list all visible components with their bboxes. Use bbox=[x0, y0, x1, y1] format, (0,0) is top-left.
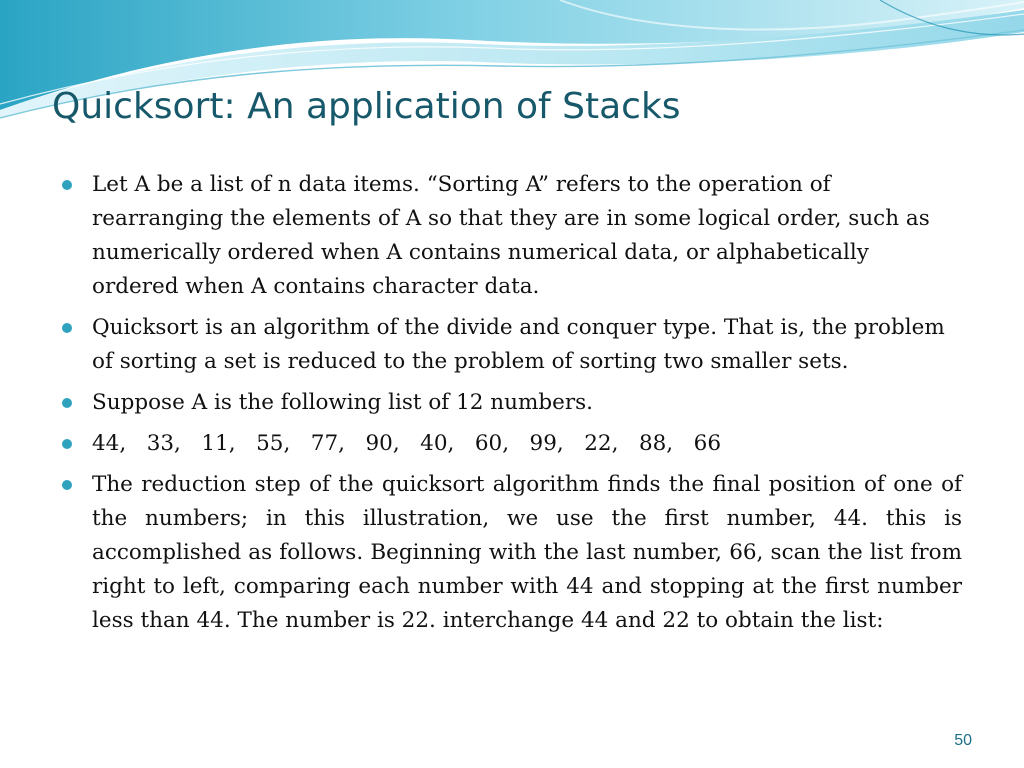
bullet-dot-icon bbox=[62, 480, 72, 490]
bullet-text: Let A be a list of n data items. “Sorting A” refers to the operation of rearranging the elements of A so that they are in some logical order, such as numerically ordered when A contains numerical data, or alphabetically ordered when A contains character data. bbox=[92, 172, 930, 299]
bullet-dot-icon bbox=[62, 439, 72, 449]
bullet-text: Suppose A is the following list of 12 numbers. bbox=[92, 390, 594, 415]
bullet-item bbox=[62, 386, 962, 420]
bullet-dot-icon bbox=[62, 180, 72, 190]
bullet-text: The reduction step of the quicksort algorithm finds the final position of one of the numbers; in this illustration, we use the first number, 44. this is accomplished as follows. Beginning with the last number, 66, scan the list from right to left, comparing each number with 44 and stopping at the first number less than 44. The number is 22. interchange 44 and 22 to obtain the list: bbox=[92, 472, 962, 633]
bullet-dot-icon bbox=[62, 398, 72, 408]
bullet-dot-icon bbox=[62, 323, 72, 333]
bullet-item bbox=[62, 468, 962, 638]
page-number: 50 bbox=[954, 732, 972, 749]
number-list-text: 44, 33, 11, 55, 77, 90, 40, 60, 99, 22, 88, 66 bbox=[92, 431, 722, 456]
bullet-list bbox=[62, 168, 962, 645]
slide-title: Quicksort: An application of Stacks bbox=[52, 86, 681, 127]
bullet-item bbox=[62, 311, 962, 379]
bullet-item bbox=[62, 427, 962, 461]
bullet-text: Quicksort is an algorithm of the divide and conquer type. That is, the problem of sorting a set is reduced to the problem of sorting two smaller sets. bbox=[92, 315, 945, 374]
bullet-item bbox=[62, 168, 962, 304]
